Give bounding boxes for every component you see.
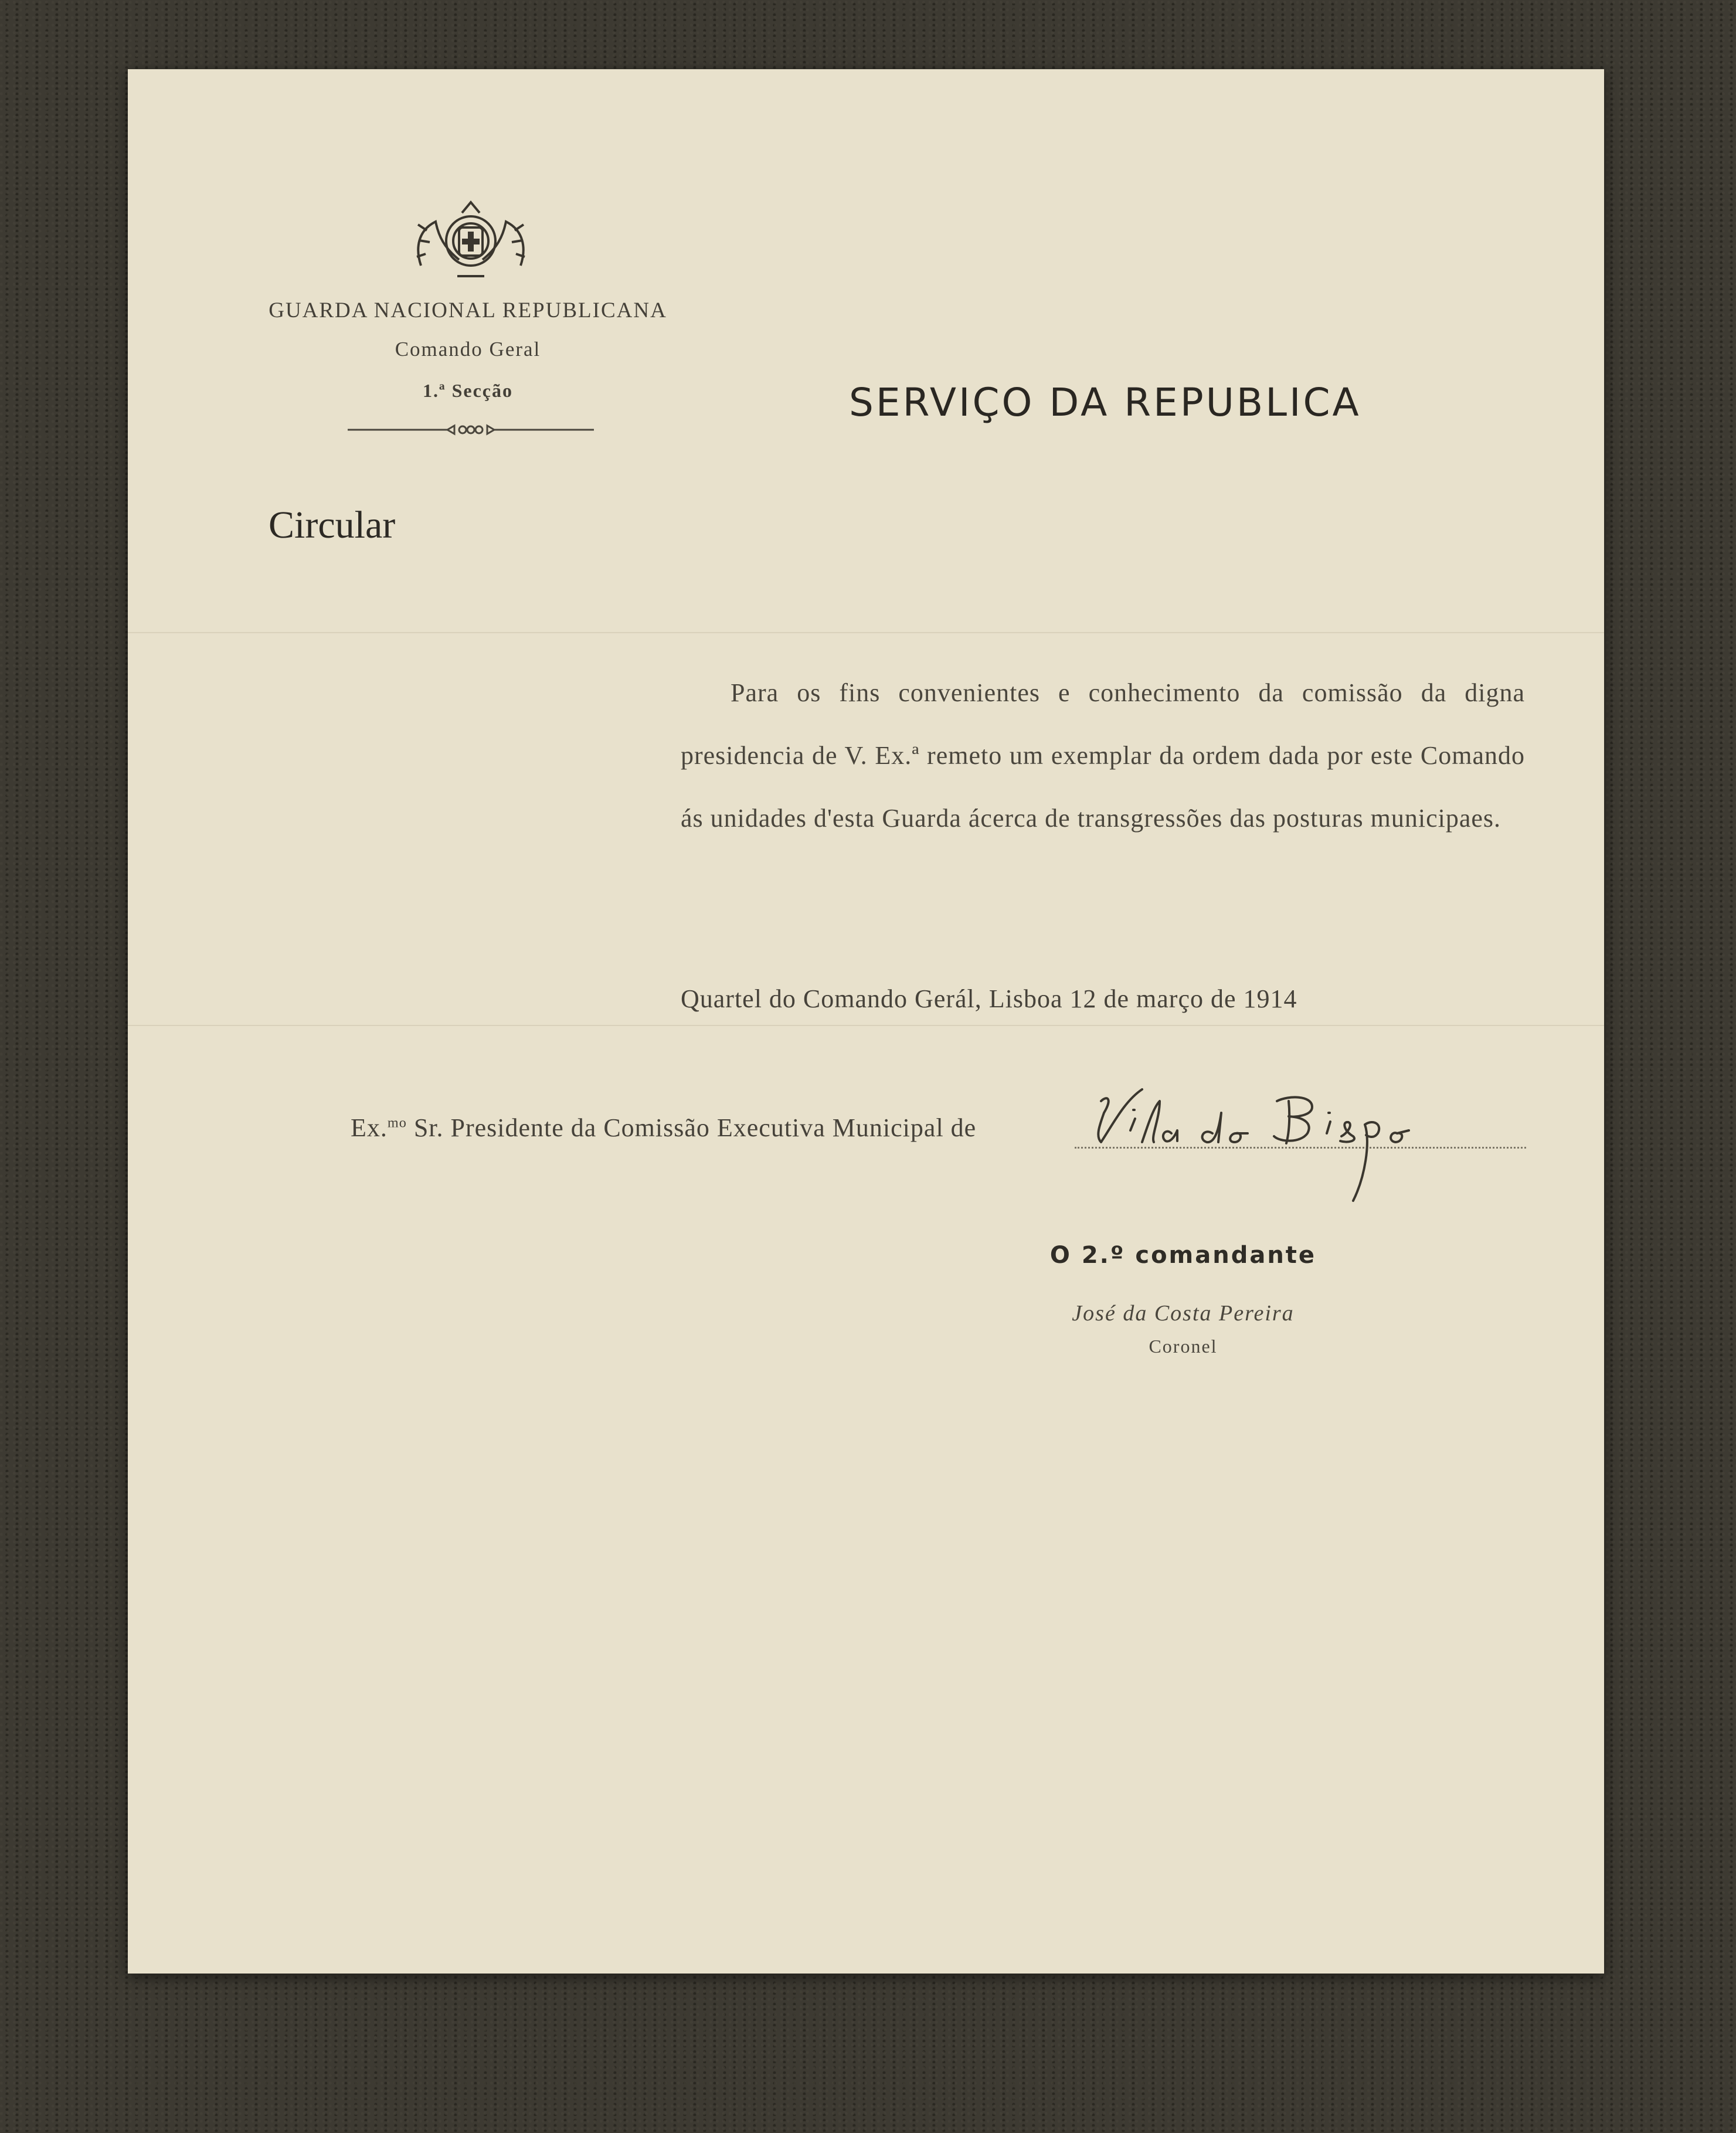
signatory-title: O 2.º comandante bbox=[1049, 1242, 1317, 1269]
divider-ornament-icon bbox=[348, 421, 594, 439]
addressee-prefix: Ex. bbox=[351, 1113, 388, 1142]
addressee-line bbox=[351, 1113, 976, 1143]
department-name: Comando Geral bbox=[395, 338, 541, 361]
addressee-superscript: mo bbox=[387, 1115, 407, 1131]
place-date: Quartel do Comando Gerál, Lisboa 12 de março de 1914 bbox=[681, 984, 1297, 1013]
paper-fold-line bbox=[128, 632, 1604, 633]
signatory-rank: Coronel bbox=[1149, 1336, 1218, 1357]
organization-name: GUARDA NACIONAL REPUBLICANA bbox=[269, 298, 667, 322]
signatory-name: José da Costa Pereira bbox=[1072, 1301, 1295, 1326]
addressee-text: Sr. Presidente da Comissão Executiva Municipal de bbox=[413, 1113, 977, 1142]
handwritten-recipient bbox=[1078, 1078, 1523, 1212]
body-paragraph: Para os fins convenientes e conhecimento da comissão da digna presidencia de V. Ex.ª remeto um exemplar da ordem dada por este Comando ás unidades d'esta Guarda ácerca de transgressões das posturas municipaes. bbox=[681, 678, 1525, 833]
section-name: 1.ª Secção bbox=[423, 380, 513, 401]
service-heading: SERVIÇO DA REPUBLICA bbox=[849, 380, 1361, 425]
coat-of-arms-icon bbox=[403, 195, 538, 283]
paper-fold-line bbox=[128, 1025, 1604, 1026]
document-type-label: Circular bbox=[269, 504, 396, 546]
document-paper bbox=[128, 69, 1604, 1974]
